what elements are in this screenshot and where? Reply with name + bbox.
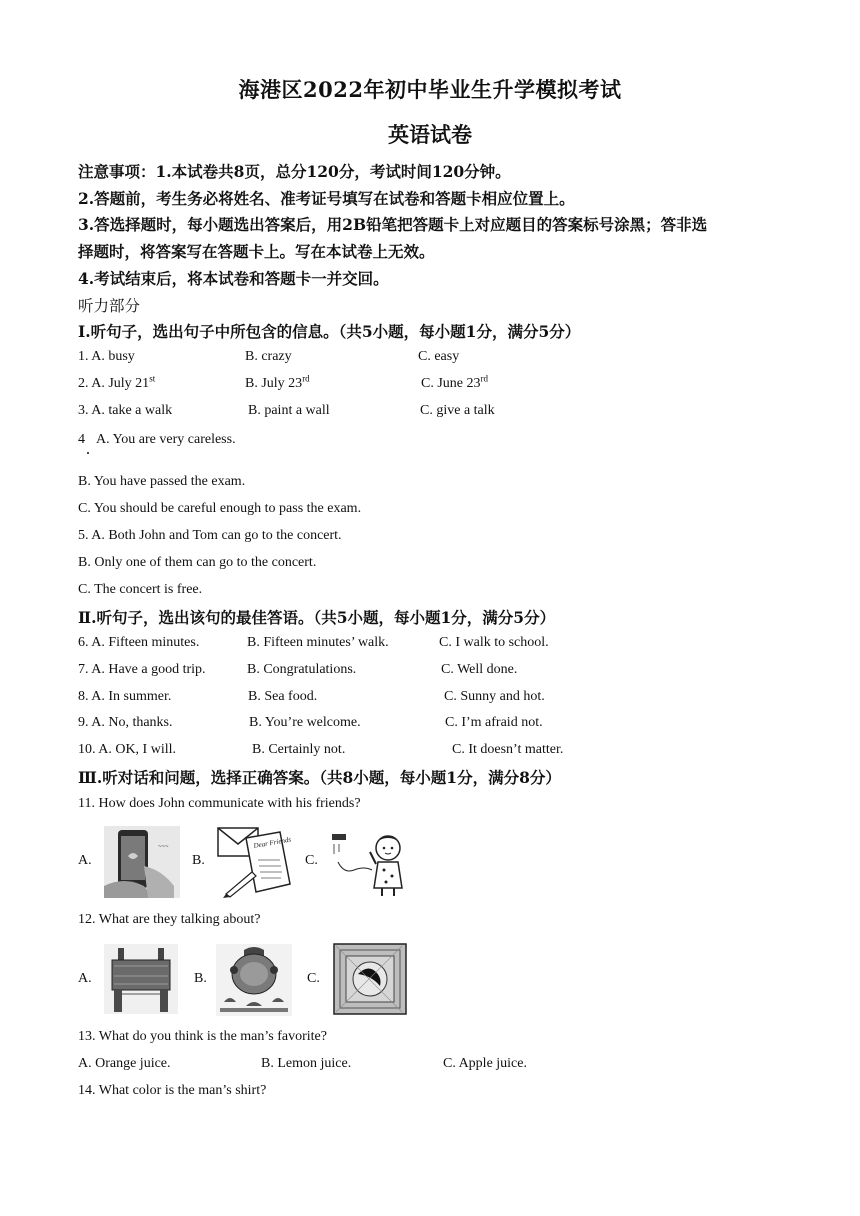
- q8-option-a: 8. A. In summer.: [78, 689, 172, 704]
- note-3a: 3.答选择题时，每小题选出答案后，用2B铅笔把答题卡上对应题目的答案标号涂黑；答非选: [78, 215, 708, 234]
- q5-option-a: 5. A. Both John and Tom can go to the concert.: [78, 528, 342, 543]
- q12-label-a: A.: [78, 971, 92, 986]
- q3-option-a: 3. A. take a walk: [78, 403, 173, 418]
- q2-option-b: B. July 23rd: [245, 373, 310, 391]
- q12-pic-compass: [332, 942, 408, 1016]
- q12-label-b: B.: [194, 971, 207, 986]
- q11-label-c: C.: [305, 853, 318, 868]
- q5-option-c: C. The concert is free.: [78, 582, 203, 597]
- note-1: 注意事项：1.本试卷共8页，总分120分，考试时间120分钟。: [78, 162, 511, 181]
- exam-subtitle: 英语试卷: [388, 122, 472, 147]
- note-3b: 择题时，将答案写在答题卡上。写在本试卷上无效。: [78, 242, 435, 261]
- listening-heading: 听力部分: [78, 297, 141, 315]
- exam-title: 海港区2022年初中毕业生升学模拟考试: [238, 77, 622, 102]
- q8-option-c: C. Sunny and hot.: [444, 689, 545, 704]
- note-4: 4.考试结束后，将本试卷和答题卡一并交回。: [78, 269, 389, 288]
- q13-option-b: B. Lemon juice.: [261, 1056, 352, 1071]
- q11-pic-phone: [104, 826, 180, 898]
- q12-pic-bronze-ding: [104, 944, 178, 1014]
- q1-option-a: 1. A. busy: [78, 349, 135, 364]
- q6-option-a: 6. A. Fifteen minutes.: [78, 635, 200, 650]
- q10-option-a: 10. A. OK, I will.: [78, 742, 176, 757]
- q4-option-b: B. You have passed the exam.: [78, 474, 246, 489]
- q11-label-b: B.: [192, 853, 205, 868]
- section3-heading: Ⅲ.听对话和问题，选择正确答案。（共8小题，每小题1分，满分8分）: [78, 768, 561, 787]
- q9-option-b: B. You’re welcome.: [249, 715, 361, 730]
- q13-option-a: A. Orange juice.: [78, 1056, 171, 1071]
- q10-option-b: B. Certainly not.: [252, 742, 346, 757]
- q13-option-c: C. Apple juice.: [443, 1056, 527, 1071]
- q7-option-a: 7. A. Have a good trip.: [78, 662, 206, 677]
- section1-heading: Ⅰ.听句子，选出句子中所包含的信息。（共5小题，每小题1分，满分5分）: [78, 322, 581, 341]
- q3-option-b: B. paint a wall: [248, 403, 330, 418]
- note-2: 2.答题前，考生务必将姓名、准考证号填写在试卷和答题卡相应位置上。: [78, 189, 575, 208]
- q1-option-b: B. crazy: [245, 349, 292, 364]
- q13-question: 13. What do you think is the man’s favorite?: [78, 1029, 327, 1044]
- q8-option-b: B. Sea food.: [248, 689, 318, 704]
- q11-pic-girl-phone: [330, 826, 410, 898]
- q7-option-b: B. Congratulations.: [247, 662, 357, 677]
- section2-heading: Ⅱ.听句子，选出该句的最佳答语。（共5小题，每小题1分，满分5分）: [78, 608, 556, 627]
- svg-text:Dear Friends: Dear Friends: [252, 835, 292, 850]
- q11-pic-letter: [216, 826, 294, 898]
- q3-option-c: C. give a talk: [420, 403, 495, 418]
- q1-option-c: C. easy: [418, 349, 460, 364]
- q11-label-a: A.: [78, 853, 92, 868]
- q11-question: 11. How does John communicate with his friends?: [78, 796, 361, 811]
- q4-number: 4: [78, 432, 85, 447]
- q2-option-c: C. June 23rd: [421, 373, 488, 391]
- q6-option-b: B. Fifteen minutes’ walk.: [247, 635, 389, 650]
- q7-option-c: C. Well done.: [441, 662, 518, 677]
- q9-option-c: C. I’m afraid not.: [445, 715, 543, 730]
- q10-option-c: C. It doesn’t matter.: [452, 742, 564, 757]
- q12-pic-seismograph: [216, 944, 292, 1016]
- q12-question: 12. What are they talking about?: [78, 912, 261, 927]
- q4-option-a: A. You are very careless.: [96, 432, 236, 447]
- q9-option-a: 9. A. No, thanks.: [78, 715, 173, 730]
- q4-dot: [87, 452, 89, 454]
- q5-option-b: B. Only one of them can go to the concert.: [78, 555, 317, 570]
- q2-option-a: 2. A. July 21st: [78, 373, 156, 391]
- q12-label-c: C.: [307, 971, 320, 986]
- q4-option-c: C. You should be careful enough to pass the exam.: [78, 501, 362, 516]
- svg-text:~~~: ~~~: [158, 844, 169, 850]
- q6-option-c: C. I walk to school.: [439, 635, 549, 650]
- q14-question: 14. What color is the man’s shirt?: [78, 1083, 267, 1098]
